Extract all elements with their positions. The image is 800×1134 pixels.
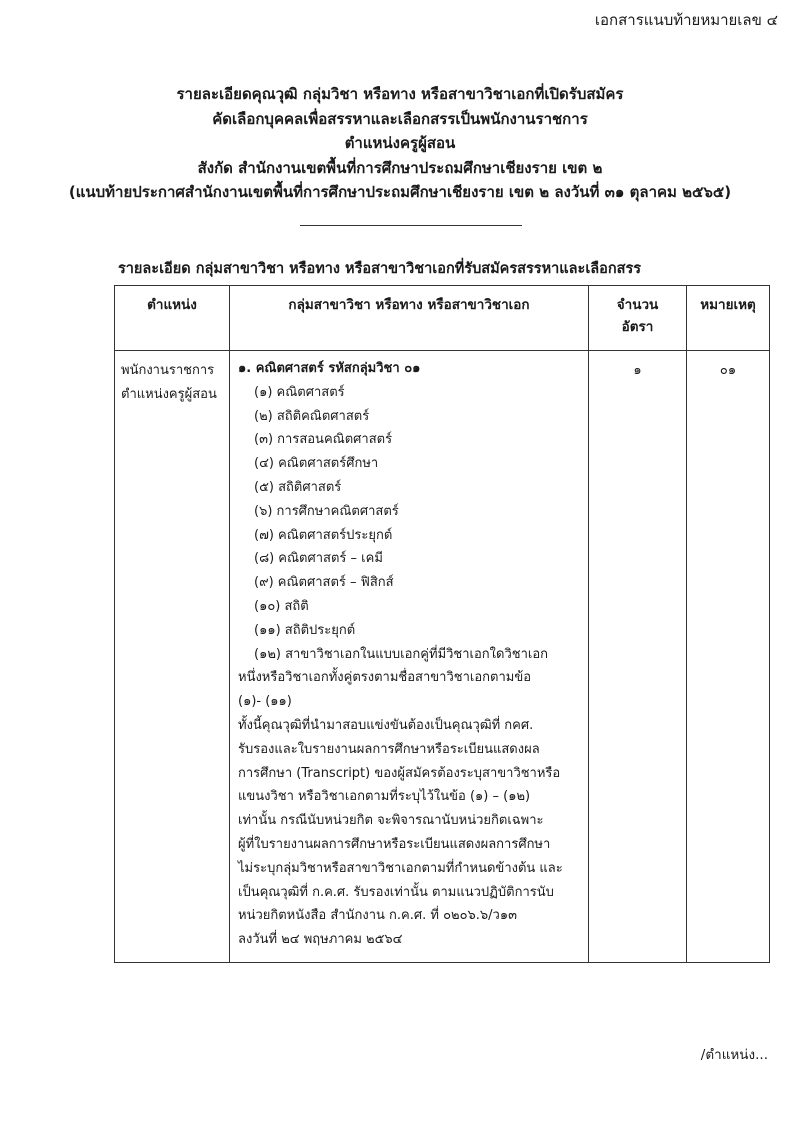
subject-cell — [230, 351, 589, 963]
subject-item-12-line3: (๑)- (๑๑) — [238, 694, 292, 710]
note-line: เท่านั้น กรณีนับหน่วยกิต จะพิจารณานับหน่วยกิตเฉพาะ — [238, 813, 544, 829]
heading-line-5: (แนบท้ายประกาศสำนักงานเขตพื้นที่การศึกษาประถมศึกษาเชียงราย เขต ๒ ลงวันที่ ๓๑ ตุลาคม ๒๕๖๕) — [68, 183, 732, 201]
heading-line-1: รายละเอียดคุณวุฒิ กลุ่มวิชา หรือทาง หรือสาขาวิชาเอกที่เปิดรับสมัคร — [176, 85, 624, 103]
subject-group-title: ๑. คณิตศาสตร์ รหัสกลุ่มวิชา ๐๑ — [238, 361, 421, 376]
subject-item: (๓) การสอนคณิตศาสตร์ — [254, 432, 393, 448]
heading-line-2: คัดเลือกบุคคลเพื่อสรรหาและเลือกสรรเป็นพนักงานราชการ — [212, 109, 588, 128]
table-title: รายละเอียด กลุ่มสาขาวิชา หรือทาง หรือสาขาวิชาเอกที่รับสมัครสรรหาและเลือกสรร — [118, 261, 642, 277]
subject-item: (๑๐) สถิติ — [254, 598, 309, 614]
subject-item: (๑) คณิตศาสตร์ — [254, 384, 345, 400]
heading-line-4: สังกัด สำนักงานเขตพื้นที่การศึกษาประถมศึกษาเชียงราย เขต ๒ — [197, 158, 603, 177]
header-position: ตำแหน่ง — [115, 286, 230, 351]
subject-item: (๙) คณิตศาสตร์ – ฟิสิกส์ — [254, 575, 394, 591]
position-line1: พนักงานราชการ — [121, 363, 215, 378]
heading-line-3: ตำแหน่งครูผู้สอน — [344, 134, 456, 152]
table-header-row — [115, 286, 770, 351]
note-line: หน่วยกิตหนังสือ สำนักงาน ก.ค.ศ. ที่ ๐๒๐๖.๖/ว๑๓ — [238, 908, 517, 924]
heading-divider — [300, 225, 522, 226]
attachment-reference: เอกสารแนบท้ายหมายเลข ๔ — [594, 11, 778, 29]
subject-item: (๒) สถิติคณิตศาสตร์ — [254, 408, 370, 424]
subject-item: (๘) คณิตศาสตร์ – เคมี — [254, 551, 383, 567]
subject-item: (๑๑) สถิติประยุกต์ — [254, 622, 356, 638]
remark-cell: ๐๑ — [687, 351, 770, 963]
note-line: ผู้ที่ใบรายงานผลการศึกษาหรือระเบียนแสดงผลการศึกษา — [238, 836, 551, 852]
header-subject: กลุ่มสาขาวิชา หรือทาง หรือสาขาวิชาเอก — [230, 286, 589, 351]
header-remark: หมายเหตุ — [687, 286, 770, 351]
position-cell — [115, 351, 230, 963]
position-line2: ตำแหน่งครูผู้สอน — [121, 386, 217, 402]
note-line: ไม่ระบุกลุ่มวิชาหรือสาขาวิชาเอกตามที่กำหนดข้างต้น และ — [238, 860, 563, 876]
note-line: การศึกษา (Transcript) ของผู้สมัครต้องระบุสาขาวิชาหรือ — [238, 765, 561, 781]
note-line: ลงวันที่ ๒๔ พฤษภาคม ๒๕๖๔ — [238, 932, 403, 948]
subject-item-12-line1: (๑๒) สาขาวิชาเอกในแบบเอกคู่ที่มีวิชาเอกใดวิชาเอก — [254, 646, 549, 662]
table-row — [115, 351, 770, 963]
count-cell: ๑ — [589, 351, 687, 963]
subject-item-12-line2: หนึ่งหรือวิชาเอกทั้งคู่ตรงตามชื่อสาขาวิชาเอกตามข้อ — [238, 670, 532, 686]
note-line: ทั้งนี้คุณวุฒิที่นำมาสอบแข่งขันต้องเป็นคุณวุฒิที่ กคศ. — [238, 717, 534, 733]
header-count — [589, 286, 687, 351]
note-line: รับรองและใบรายงานผลการศึกษาหรือระเบียนแสดงผล — [238, 741, 540, 757]
continued-marker: /ตำแหน่ง... — [700, 1047, 768, 1063]
header-count-line1: จำนวน — [616, 297, 659, 313]
subject-item: (๔) คณิตศาสตร์ศึกษา — [254, 456, 379, 472]
note-line: แขนงวิชา หรือวิชาเอกตามที่ระบุไว้ในข้อ (๑) – (๑๒) — [238, 789, 531, 805]
subject-item: (๗) คณิตศาสตร์ประยุกต์ — [254, 527, 393, 543]
header-count-line2: อัตรา — [621, 319, 654, 335]
subject-item: (๖) การศึกษาคณิตศาสตร์ — [254, 503, 399, 519]
note-paragraph — [238, 714, 580, 952]
note-line: เป็นคุณวุฒิที่ ก.ค.ศ. รับรองเท่านั้น ตามแนวปฏิบัติการนับ — [238, 884, 554, 900]
document-heading — [0, 82, 800, 205]
qualification-table — [114, 285, 770, 963]
subject-item: (๕) สถิติศาสตร์ — [254, 479, 342, 495]
